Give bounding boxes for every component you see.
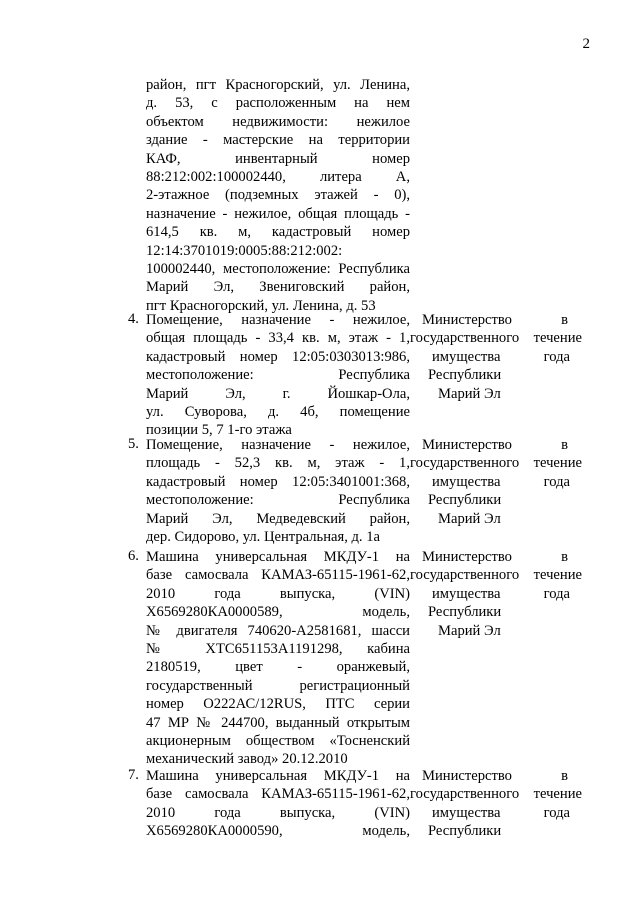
text-line: д. 53, с расположенным на нем xyxy=(146,95,410,112)
text-line: назначение - нежилое, общая площадь - xyxy=(146,205,410,222)
holder-line: государственного течение xyxy=(410,330,582,347)
text-line: Х6569280КА0000589, модель, xyxy=(146,604,410,621)
holder-line: имущества года xyxy=(432,348,570,365)
holder-line: государственного течение xyxy=(410,455,582,472)
holder-line: имущества года xyxy=(432,804,570,821)
text-line: позиции 5, 7 1-го этажа xyxy=(146,422,292,439)
text-line: 2-этажное (подземных этажей - 0), xyxy=(146,187,410,204)
text-line: Машина универсальная МКДУ-1 на xyxy=(146,549,410,565)
text-line: Марий Эл, Звениговский район, xyxy=(146,279,410,296)
item-holder xyxy=(410,548,582,640)
item-holder xyxy=(410,767,582,841)
text-line: район, пгт Красногорский, ул. Ленина, xyxy=(146,77,410,93)
text-line: местоположение: Республика xyxy=(146,367,410,384)
holder-line: Министерство в xyxy=(422,312,568,328)
holder-line: Министерство в xyxy=(422,437,568,453)
item-description xyxy=(146,311,410,440)
text-line: Помещение, назначение - нежилое, xyxy=(146,312,410,328)
text-line: 12:14:3701019:0005:88:212:002: xyxy=(146,242,343,259)
text-line: здание - мастерские на территории xyxy=(146,132,410,149)
holder-line: имущества года xyxy=(432,473,570,490)
text-line: 614,5 кв. м, кадастровый номер xyxy=(146,224,410,241)
text-line: базе самосвала КАМАЗ-65115-1961-62, xyxy=(146,786,410,803)
item-holder xyxy=(410,436,582,528)
holder-line: Республики xyxy=(428,604,502,621)
holder-line: Министерство в xyxy=(422,768,568,784)
text-line: 100002440, местоположение: Республика xyxy=(146,260,410,277)
text-line: № двигателя 740620-А2581681, шасси xyxy=(146,622,410,639)
text-line: ул. Суворова, д. 4б, помещение xyxy=(146,403,410,420)
text-line: № ХТС651153А1191298, кабина xyxy=(146,640,410,657)
text-line: 2180519, цвет - оранжевый, xyxy=(146,659,410,676)
text-line: площадь - 52,3 кв. м, этаж - 1, xyxy=(146,455,410,472)
holder-line: государственного течение xyxy=(410,786,582,803)
item-number: 7. xyxy=(128,767,139,783)
text-line: номер О222АС/12RUS, ПТС серии xyxy=(146,696,410,713)
holder-line: Марий Эл xyxy=(438,385,501,402)
holder-line: Марий Эл xyxy=(438,510,501,527)
text-line: местоположение: Республика xyxy=(146,492,410,509)
item-holder xyxy=(410,311,582,403)
holder-line: Республики xyxy=(428,823,502,840)
text-line: механический завод» 20.12.2010 xyxy=(146,751,348,768)
text-line: 2010 года выпуска, (VIN) xyxy=(146,585,410,602)
item-number: 6. xyxy=(128,548,139,564)
item-description xyxy=(146,548,410,769)
item-description xyxy=(146,767,410,841)
holder-line: Министерство в xyxy=(422,549,568,565)
text-line: акционерным обществом «Тосненский xyxy=(146,732,410,749)
text-line: КАФ, инвентарный номер xyxy=(146,150,410,167)
item-description xyxy=(146,436,410,546)
text-line: дер. Сидорово, ул. Центральная, д. 1а xyxy=(146,528,380,545)
text-line: 47 МР № 244700, выданный открытым xyxy=(146,714,410,731)
text-line: Марий Эл, Медведевский район, xyxy=(146,510,410,527)
holder-line: Республики xyxy=(428,492,502,509)
holder-line: имущества года xyxy=(432,585,570,602)
text-line: 88:212:002:100002440, литера А, xyxy=(146,168,410,185)
text-line: Машина универсальная МКДУ-1 на xyxy=(146,768,410,784)
text-line: Помещение, назначение - нежилое, xyxy=(146,437,410,453)
page-number: 2 xyxy=(582,36,590,52)
text-line: объектом недвижимости: нежилое xyxy=(146,113,410,130)
text-line: кадастровый номер 12:05:3401001:368, xyxy=(146,473,410,490)
item-number: 4. xyxy=(128,311,139,327)
holder-line: Республики xyxy=(428,367,502,384)
holder-line: государственного течение xyxy=(410,567,582,584)
text-line: общая площадь - 33,4 кв. м, этаж - 1, xyxy=(146,330,410,347)
text-line: Марий Эл, г. Йошкар-Ола, xyxy=(146,385,410,402)
text-line: государственный регистрационный xyxy=(146,677,410,694)
text-line: 2010 года выпуска, (VIN) xyxy=(146,804,410,821)
text-line: пгт Красногорский, ул. Ленина, д. 53 xyxy=(146,297,376,314)
item-number: 5. xyxy=(128,436,139,452)
holder-line: Марий Эл xyxy=(438,622,501,639)
text-line: кадастровый номер 12:05:0303013:986, xyxy=(146,348,410,365)
text-line: Х6569280КА0000590, модель, xyxy=(146,823,410,840)
continuation-text xyxy=(146,76,410,315)
text-line: базе самосвала КАМАЗ-65115-1961-62, xyxy=(146,567,410,584)
